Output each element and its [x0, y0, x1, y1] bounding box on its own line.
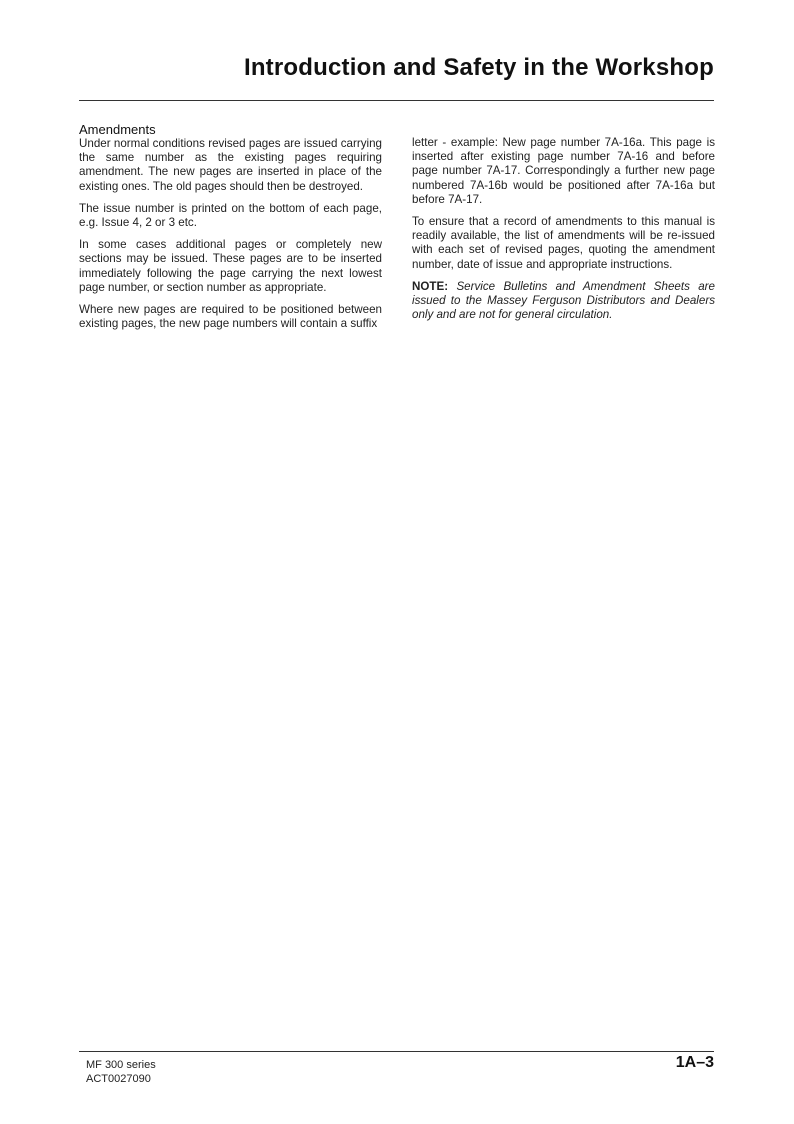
page-title: Introduction and Safety in the Workshop [243, 54, 714, 81]
note-paragraph [412, 280, 715, 323]
paragraph: In some cases additional pages or completely new sections may be issued. These pages are to be inserted immediately following the page carrying the next lowest page number, or section number as appropriate. [79, 238, 382, 294]
section-heading-amendments: Amendments [79, 122, 156, 137]
page-number: 1A–3 [675, 1054, 714, 1071]
footer-series: MF 300 series [86, 1059, 156, 1071]
footer-divider [79, 1051, 714, 1052]
paragraph: The issue number is printed on the bottom of each page, e.g. Issue 4, 2 or 3 etc. [79, 201, 382, 230]
footer-info [86, 1058, 156, 1086]
header-divider [79, 100, 714, 101]
paragraph: To ensure that a record of amendments to this manual is readily available, the list of amendments will be re-issued with each set of revised pages, quoting the amendment number, date of issue and appropriate instructions. [412, 215, 715, 271]
paragraph: letter - example: New page number 7A-16a. This page is inserted after existing page number 7A-16 and before page number 7A-17. Correspondingly a further new page numbered 7A-16b would be positioned after 7A-16a but before 7A-17. [412, 136, 715, 206]
note-label: NOTE: [412, 279, 449, 293]
note-text: Service Bulletins and Amendment Sheets are issued to the Massey Ferguson Distributors and Dealers only and are not for general circulation. [412, 279, 715, 322]
left-column [79, 123, 382, 339]
paragraph: Where new pages are required to be positioned between existing pages, the new page numbers will contain a suffix [79, 303, 382, 331]
footer-code: ACT0027090 [86, 1073, 151, 1085]
paragraph: Under normal conditions revised pages are issued carrying the same number as the existing pages requiring amendment. The new pages are inserted in place of the existing ones. The old pages should then be destroyed. [79, 137, 382, 193]
right-column [412, 136, 715, 330]
